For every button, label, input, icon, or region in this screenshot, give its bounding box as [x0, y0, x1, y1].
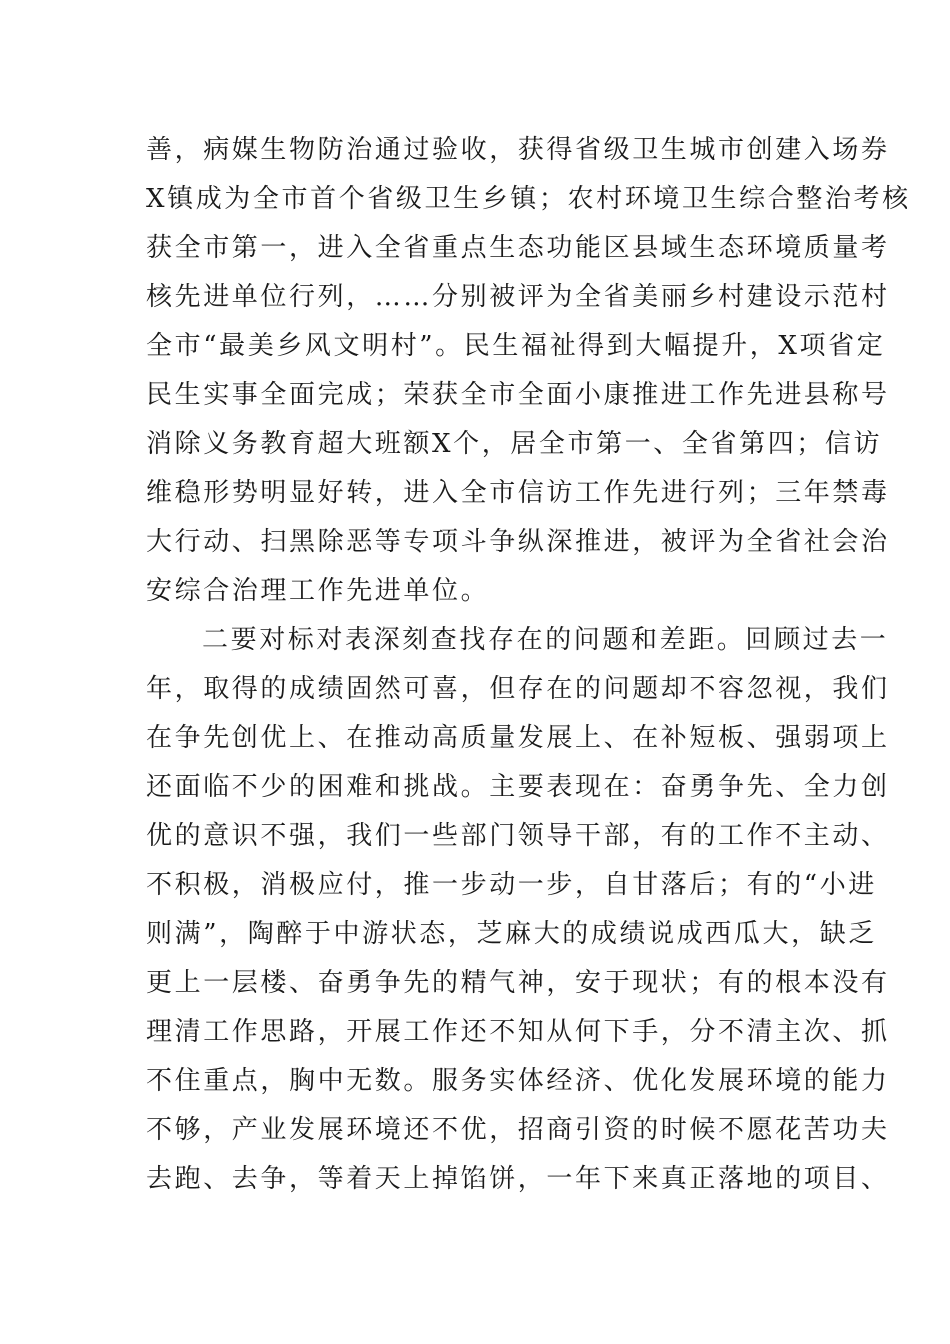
text-line: 则满”，陶醉于中游状态，芝麻大的成绩说成西瓜大，缺乏 [146, 919, 877, 949]
text-line: 优的意识不强，我们一些部门领导干部，有的工作不主动、 [146, 821, 890, 851]
text-line: 更上一层楼、奋勇争先的精气神，安于现状；有的根本没有 [146, 968, 890, 998]
paragraph-first-line: 二要对标对表深刻查找存在的问题和差距。回顾过去一 [202, 625, 889, 655]
text-line: 在争先创优上、在推动高质量发展上、在补短板、强弱项上 [146, 723, 890, 753]
text-line: 获全市第一，进入全省重点生态功能区县域生态环境质量考 [146, 233, 890, 263]
text-line: 消除义务教育超大班额X个，居全市第一、全省第四；信访 [146, 429, 883, 459]
text-line: 年，取得的成绩固然可喜，但存在的问题却不容忽视，我们 [146, 674, 890, 704]
text-line: 善，病媒生物防治通过验收，获得省级卫生城市创建入场券 [146, 135, 890, 165]
text-line: 不积极，消极应付，推一步动一步，自甘落后；有的“小进 [146, 870, 877, 900]
text-line: 全市“最美乡风文明村”。民生福祉得到大幅提升，X项省定 [146, 331, 886, 361]
text-line: 安综合治理工作先进单位。 [146, 576, 490, 606]
text-line: 核先进单位行列，……分别被评为全省美丽乡村建设示范村 [146, 282, 890, 312]
text-line: 去跑、去争，等着天上掉馅饼，一年下来真正落地的项目、 [146, 1164, 890, 1194]
text-line: 不够，产业发展环境还不优，招商引资的时候不愿花苦功夫 [146, 1115, 890, 1145]
text-line: 还面临不少的困难和挑战。主要表现在：奋勇争先、全力创 [146, 772, 890, 802]
text-line: 大行动、扫黑除恶等专项斗争纵深推进，被评为全省社会治 [146, 527, 890, 557]
text-line: 维稳形势明显好转，进入全市信访工作先进行列；三年禁毒 [146, 478, 890, 508]
text-line: X镇成为全市首个省级卫生乡镇；农村环境卫生综合整治考核 [146, 184, 911, 214]
text-line: 理清工作思路，开展工作还不知从何下手，分不清主次、抓 [146, 1017, 890, 1047]
text-line: 不住重点，胸中无数。服务实体经济、优化发展环境的能力 [146, 1066, 890, 1096]
text-line: 民生实事全面完成；荣获全市全面小康推进工作先进县称号 [146, 380, 890, 410]
